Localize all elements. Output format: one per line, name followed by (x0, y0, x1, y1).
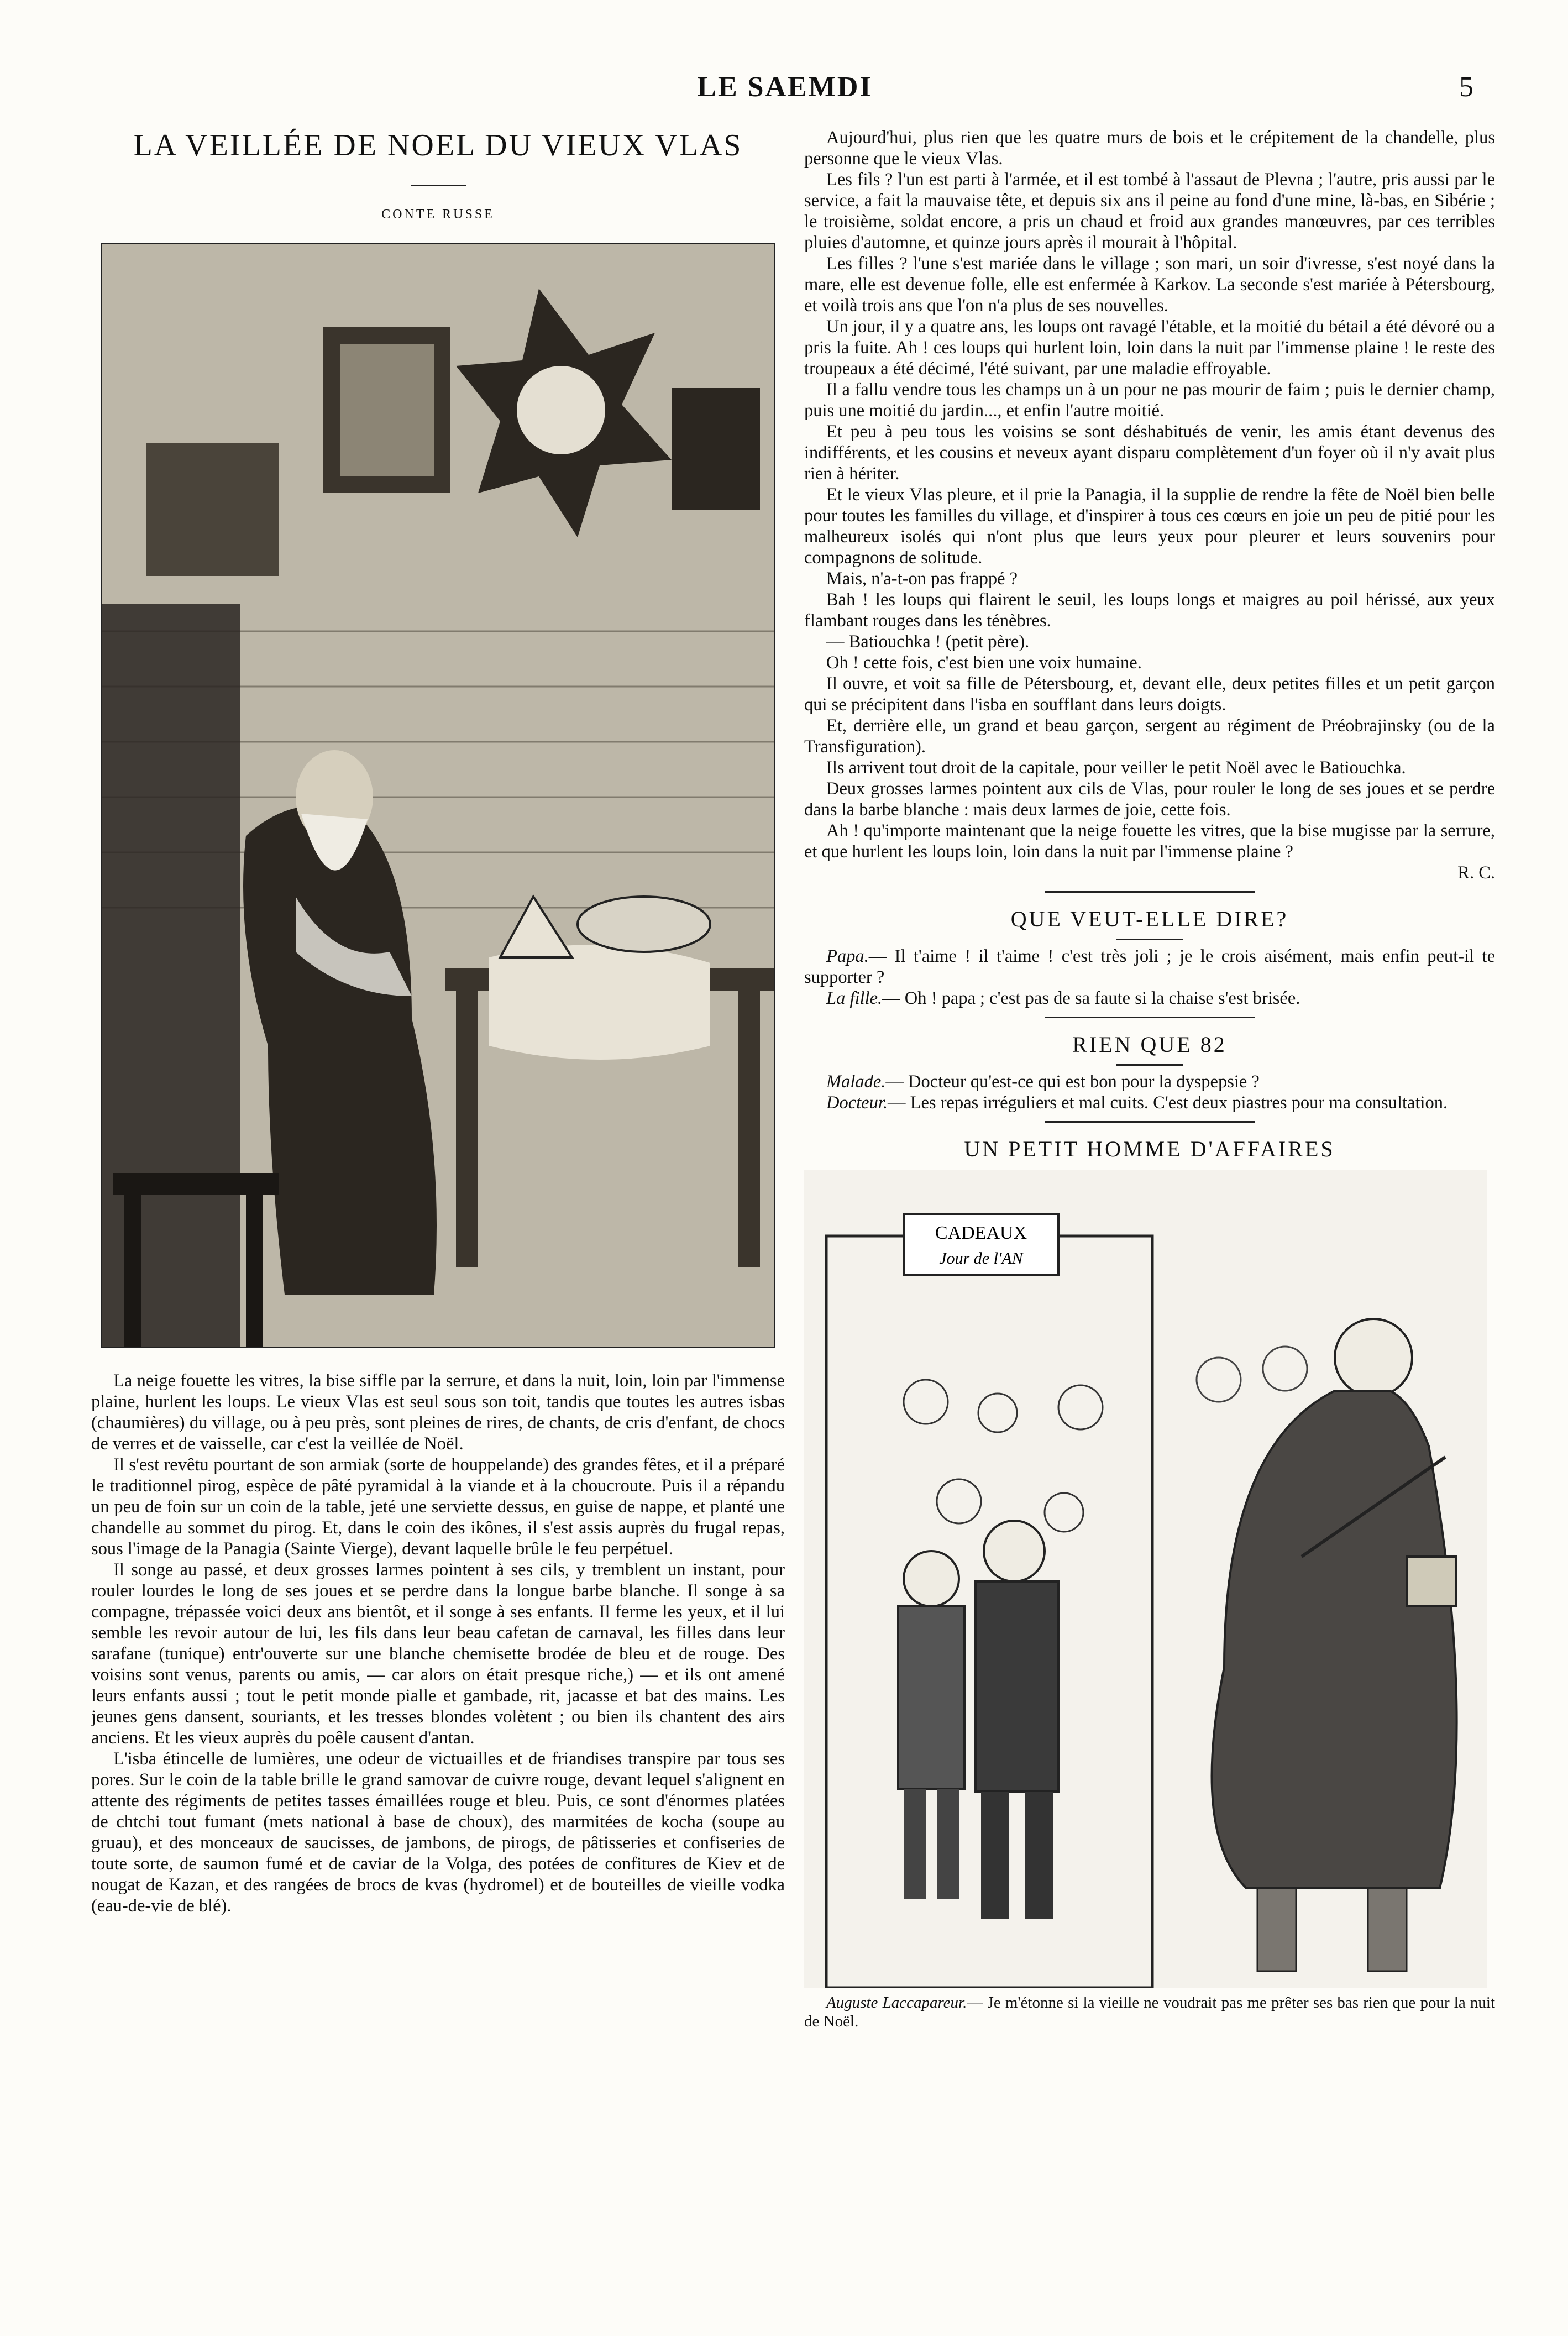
article-subtitle: CONTE RUSSE (381, 207, 495, 222)
speaker: Malade. (826, 1072, 886, 1092)
anecdote1-dialog (804, 946, 1495, 1009)
left-column (91, 127, 785, 1916)
paragraph: Ah ! qu'importe maintenant que la neige fouette les vitres, que la bise mugisse par la serrure, et que hurlent les loups loin, loin dans la nuit par l'immense plaine ? (804, 821, 1495, 862)
anecdote2-dialog (804, 1071, 1495, 1113)
article-signature-row (804, 862, 1495, 883)
speaker: La fille. (826, 988, 883, 1008)
shop-sign-line2: Jour de l'AN (939, 1249, 1023, 1267)
section-divider (1045, 891, 1255, 893)
caption-text: — Je m'étonne si la vieille ne voudrait pas me prêter ses bas rien que pour la nuit de Noël. (804, 1994, 1496, 2030)
section-divider (1045, 1017, 1255, 1018)
old-man-illustration (101, 243, 775, 1348)
paragraph: Les fils ? l'un est parti à l'armée, et il est tombé à l'assaut de Plevna ; l'autre, pris aussi par le service, a fait la mauvaise tête, et depuis six ans il peine au fond d'une mine, là-bas, en Sibérie ; le troisième, soldat encore, a pris un chaud et froid aux grandes manœuvres, par ces terribles pluies d'automne, et quinze jours après il mourait à l'hôpital. (804, 170, 1495, 253)
paragraph: Il ouvre, et voit sa fille de Pétersbourg, et, devant elle, deux petites filles et un petit garçon qui se précipitent dans l'isba en soufflant dans leurs doigts. (804, 674, 1495, 715)
paragraph: Bah ! les loups qui flairent le seuil, les loups longs et maigres au poil hérissé, aux yeux flambant rouges dans les ténèbres. (804, 590, 1495, 631)
paragraph: Les filles ? l'une s'est mariée dans le village ; son mari, un soir d'ivresse, s'est noyé dans la mare, elle est devenue folle, elle est enfermée à Karkov. La seconde s'est mariée à Pétersbourg, et voilà trois ans que l'on n'a plus de ses nouvelles. (804, 254, 1495, 316)
speaker: Docteur. (826, 1093, 888, 1113)
anecdote1-title: QUE VEUT-ELLE DIRE? (1010, 907, 1289, 931)
dialog-text: — Il t'aime ! il t'aime ! c'est très joli ; je le crois aisément, mais enfin peut-il te supporter ? (804, 946, 1495, 987)
page-number: 5 (1459, 71, 1473, 103)
article-title: LA VEILLÉE DE NOEL DU VIEUX VLAS (133, 128, 743, 163)
title-rule (411, 185, 466, 186)
cartoon-title: UN PETIT HOMME D'AFFAIRES (964, 1136, 1335, 1161)
dialog-text: — Les repas irréguliers et mal cuits. C'est deux piastres pour ma consultation. (888, 1093, 1448, 1113)
caption-speaker: Auguste Laccapareur. (826, 1994, 967, 2012)
dialog-text: — Docteur qu'est-ce qui est bon pour la dyspepsie ? (885, 1072, 1260, 1092)
speaker: Papa. (826, 946, 869, 966)
cartoon-illustration (804, 1170, 1487, 1988)
shop-sign-line1: CADEAUX (935, 1223, 1027, 1243)
article-signature: R. C. (1457, 863, 1495, 883)
paragraph: Et, derrière elle, un grand et beau garçon, sergent au régiment de Préobrajinsky (ou de la Transfiguration). (804, 716, 1495, 757)
section-divider (1045, 1121, 1255, 1123)
paragraph: Oh ! cette fois, c'est bien une voix humaine. (826, 653, 1142, 673)
paragraph: L'isba étincelle de lumières, une odeur de victuailles et de friandises transpire par tous ses pores. Sur le coin de la table brille le grand samovar de cuivre rouge, devant lequel s'alignent en attente des régiments de petites tasses émaillées rouge et bleu. Puis, ce sont d'énormes platées de chtchi tout fumant (mets national à base de choux), des marmitées de kocha (soupe au gruau), et des monceaux de saucisses, de jambons, de pirogs, de pâtisseries et confiseries de toute sorte, de saumon fumé et de caviar de la Volga, des potées de confitures de Kiev et de nougat de Kazan, et des rangées de brocs de kvas (hydromel) et de bouteilles de vieille vodka (eau-de-vie de blé). (91, 1749, 785, 1916)
right-column (804, 127, 1495, 2031)
dialog-line (804, 988, 1495, 1009)
paragraph: Il a fallu vendre tous les champs un à un pour ne pas mourir de faim ; puis le dernier champ, puis une moitié du jardin..., et enfin l'autre moitié. (804, 380, 1495, 421)
dialog-line (804, 1092, 1495, 1113)
article-right-text (804, 127, 1495, 883)
article-left-text (91, 1370, 785, 1916)
paragraph: Et le vieux Vlas pleure, et il prie la Panagia, il la supplie de rendre la fête de Noël bien belle pour toutes les familles du village, et d'inspirer à tous ces cœurs en joie un peu de pitié pour les malheureux isolés qui n'ont plus que leurs yeux pour pleurer et leurs souvenirs pour compagnons de solitude. (804, 485, 1495, 568)
dialog-line (804, 1071, 1495, 1092)
paragraph: Deux grosses larmes pointent aux cils de Vlas, pour rouler le long de ses joues et se perdre dans la barbe blanche : mais deux larmes de joie, cette fois. (804, 779, 1495, 820)
paragraph: La neige fouette les vitres, la bise siffle par la serrure, et dans la nuit, loin, loin par l'immense plaine, hurlent les loups. Le vieux Vlas est seul sous son toit, tandis que toutes les autres isbas (chaumières) du village, ou à peu près, sont pleines de rires, de chants, de cris d'enfant, de chocs de verres et de vaisselle, car c'est la veillée de Noël. (91, 1371, 785, 1454)
paragraph: Un jour, il y a quatre ans, les loups ont ravagé l'étable, et la moitié du bétail a été dévoré ou a pris la fuite. Ah ! ces loups qui hurlent loin, loin dans la nuit par l'immense plaine ! le reste des troupeaux a été décimé, l'été suivant, par une maladie effroyable. (804, 317, 1495, 379)
paragraph: Mais, n'a-t-on pas frappé ? (826, 569, 1018, 589)
dialog-text: — Oh ! papa ; c'est pas de sa faute si la chaise s'est brisée. (882, 988, 1300, 1008)
masthead (0, 71, 1568, 115)
cartoon-caption (804, 1993, 1495, 2031)
paragraph: Il songe au passé, et deux grosses larmes pointent à ses cils, y tremblent un instant, pour rouler lourdes le long de ses joues et se perdre dans la longue barbe blanche. Il songe à sa compagne, trépassée voici deux ans bientôt, et il songe à ses enfants. Il ferme les yeux, et il lui semble les revoir autour de lui, les fils dans leur beau cafetan de carnaval, les filles dans leur sarafane (tunique) entr'ouverte sur une blanche chemisette brodée de bleu et de rouge. Des voisins sont venus, parents ou amis, — car alors on était presque riche,) — et ils ont amené leurs enfants aussi ; tout le petit monde pialle et gambade, rit, jacasse et bat des mains. Les jeunes gens dansent, souriants, et les tresses blondes volètent ; ou bien ils chantent des airs anciens. Et les vieux auprès du poêle causent d'antan. (91, 1560, 785, 1748)
paragraph: Et peu à peu tous les voisins se sont déshabitués de venir, les amis étant devenus des indifférents, et les cousins et neveux ayant disparu complètement d'un foyer où il n'y avait plus rien à hériter. (804, 422, 1495, 484)
title-rule (1116, 1064, 1183, 1066)
paragraph: Ils arrivent tout droit de la capitale, pour veiller le petit Noël avec le Batiouchka. (826, 758, 1406, 778)
paragraph: — Batiouchka ! (petit père). (826, 632, 1030, 652)
paragraph: Il s'est revêtu pourtant de son armiak (sorte de houppelande) des grandes fêtes, et il a préparé le traditionnel pirog, espèce de pâté pyramidal à la viande et à la choucroute. Puis il a répandu un peu de foin sur un coin de la table, jeté une serviette dessus, en guise de nappe, et planté une chandelle au sommet du pirog. Et, dans le coin des ikônes, il s'est assis auprès du frugal repas, sous l'image de la Panagia (Sainte Vierge), devant laquelle brûle le feu perpétuel. (91, 1455, 785, 1559)
paragraph: Aujourd'hui, plus rien que les quatre murs de bois et le crépitement de la chandelle, plus personne que le vieux Vlas. (804, 128, 1495, 169)
title-rule (1116, 939, 1183, 940)
journal-title: LE SAEMDI (697, 71, 873, 103)
anecdote2-title: RIEN QUE 82 (1072, 1032, 1227, 1057)
dialog-line (804, 946, 1495, 988)
